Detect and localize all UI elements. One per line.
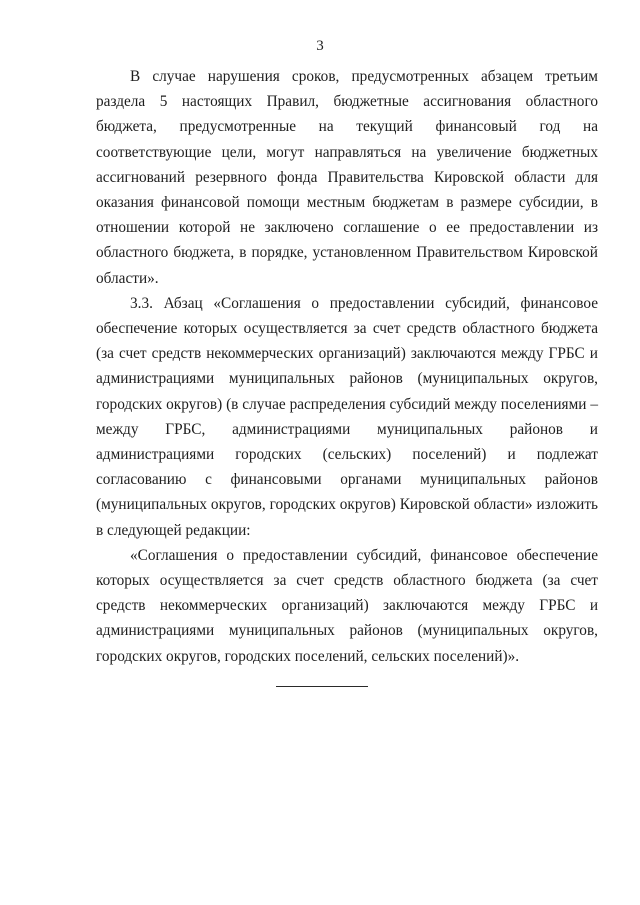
paragraph-3-3: 3.3. Абзац «Соглашения о предоставлении субсидий, финансовое обеспечение которых осуществляется за счет средств областного бюджета (за счет средств некоммерческих организаций) заключаются между ГРБС и администрациями муниципальных районов (муниципальных округов, городских округов) (в случае распределения субсидий между поселениями – между ГРБС, администрациями муниципальных районов и администрациями городских (сельских) поселений) и подлежат согласованию с финансовыми органами муниципальных районов (муниципальных округов, городских округов) Кировской области» изложить в следующей редакции: (96, 294, 598, 539)
paragraph-violation-terms: В случае нарушения сроков, предусмотренных абзацем третьим раздела 5 настоящих Правил, бюджетные ассигнования областного бюджета, предусмотренные на текущий финансовый год на соответствующие цели, могут направляться на увеличение бюджетных ассигнований резервного фонда Правительства Кировской области для оказания финансовой помощи местным бюджетам в размере субсидии, в отношении которой не заключено соглашение о ее предоставлении из областного бюджета, в порядке, установленном Правительством Кировской области». (96, 68, 598, 287)
document-body (96, 64, 598, 669)
end-separator-line (276, 686, 368, 687)
paragraph-new-wording: «Соглашения о предоставлении субсидий, финансовое обеспечение которых осуществляется за счет средств областного бюджета (за счет средств некоммерческих организаций) заключаются между ГРБС и администрациями муниципальных районов (муниципальных округов, городских округов, городских поселений, сельских поселений)». (96, 546, 598, 665)
page-number: 3 (316, 38, 324, 54)
